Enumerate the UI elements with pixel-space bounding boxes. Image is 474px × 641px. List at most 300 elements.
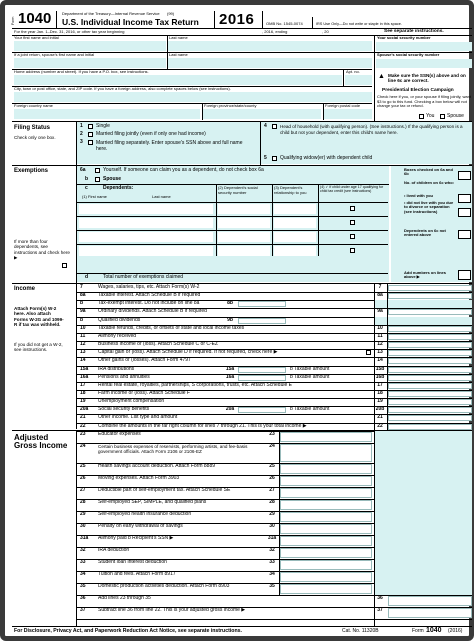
income-main-line-num: 16b [375, 373, 385, 380]
income-sub-amount-field[interactable] [238, 367, 286, 373]
income-line-18-row [12, 390, 472, 398]
agi-sub-line-num: 33 [269, 559, 275, 565]
agi-sub-line-num: 26 [269, 475, 275, 481]
filing-5-text: Qualifying widow(er) with dependent child [280, 155, 373, 161]
income-line-number: 21 [80, 414, 86, 421]
agi-line-32-row [12, 547, 472, 559]
last-name-label: Last name [169, 35, 188, 40]
dependent-ssn-field[interactable] [218, 246, 270, 256]
filing-status-note: Check only one box. [14, 135, 56, 140]
agi-main-shade [374, 559, 472, 571]
dependent-row-line [77, 230, 388, 231]
agi-sub-amount-field[interactable] [280, 572, 372, 582]
agi-line-35-row [12, 583, 472, 595]
income-line-text: Tax-exempt interest. Do not include on line 8a [98, 300, 200, 307]
income-amount-col-rule [374, 283, 375, 430]
foreign-province-label: Foreign province/state/county [204, 103, 257, 108]
income-line-number: b [80, 300, 84, 307]
income-amount-field[interactable] [388, 334, 472, 340]
income-main-line-num: 18 [377, 389, 383, 396]
exemptions-note: If more than four dependents, see instructions and check here ▶ [14, 239, 70, 260]
ssn-label: Your social security number [377, 35, 431, 40]
income-line-text: Wages, salaries, tips, etc. Attach Form(s) W-2 [98, 284, 200, 290]
income-main-line-num: 12 [377, 341, 383, 348]
agi-sub-line-num: 32 [269, 547, 275, 553]
income-main-line-num: 15b [375, 365, 385, 372]
instructions-link[interactable]: See separate instructions. [384, 29, 444, 34]
agi-sub-amount-field[interactable] [280, 584, 372, 594]
income-amount-field[interactable] [388, 350, 472, 356]
home-address-field[interactable] [14, 75, 342, 85]
filing-1-text: Single [96, 123, 110, 129]
count-not-lived-box[interactable] [458, 208, 471, 217]
agi-main-shade [374, 475, 472, 487]
total-exemptions-box[interactable] [458, 270, 471, 280]
income-heading: Income [14, 286, 36, 292]
first-name-label: Your first name and initial [14, 35, 59, 40]
income-line-number: 9a [80, 308, 86, 315]
income-amount-field[interactable] [388, 407, 472, 413]
agi-line-text: Domestic production activities deduction. Attach Form 8903 [98, 583, 230, 589]
dependent-relationship-field[interactable] [274, 246, 316, 256]
agi-line-text: Tuition and fees. Attach Form 8917 [98, 571, 176, 577]
agi-line-27-row [12, 487, 472, 499]
period-text: For the year Jan. 1–Dec. 31, 2016, or other tax year beginning [14, 29, 125, 34]
agi-line-text: Subtract line 36 from line 22. This is your adjusted gross income ▶ [98, 607, 246, 613]
ssn-check-text: Make sure the SSN(s) above and on line 6c are correct. [388, 73, 466, 84]
income-line-text: Taxable refunds, credits, or offsets of state and local income taxes [98, 324, 245, 331]
foreign-country-field[interactable] [14, 109, 200, 119]
campaign-text: Check here if you, or your spouse if filing jointly, want $3 to go to this fund. Checking a box below will not change your tax or refund. [377, 94, 471, 109]
income-line-9a-row [12, 308, 472, 316]
income-line-number: b [80, 316, 84, 323]
more-dependents-checkbox[interactable] [62, 263, 67, 268]
agi-line-29-row [12, 511, 472, 523]
agi-main-shade [374, 463, 472, 475]
agi-sub-line-num: 30 [269, 523, 275, 529]
income-line-text: Qualified dividends [98, 316, 141, 323]
income-line-10-row [12, 325, 472, 333]
agi-main-shade [374, 511, 472, 523]
count-6ab-box[interactable] [458, 171, 471, 180]
agi-sub-amount-field[interactable] [280, 512, 372, 522]
agi-line-text: Self-employed SEP, SIMPLE, and qualified plans [98, 499, 207, 505]
agi-line-number: 28 [80, 499, 86, 505]
dependent-name-field[interactable] [79, 218, 213, 228]
income-line-number: 19 [80, 398, 86, 405]
income-line-14-row [12, 357, 472, 365]
income-amount-field[interactable] [388, 326, 472, 332]
spouse-last-label: Last name [169, 52, 188, 57]
agi-line-text: Penalty on early withdrawal of savings [98, 523, 183, 529]
city-field[interactable] [14, 92, 372, 102]
income-line-16a-row [12, 374, 472, 382]
income-amount-field[interactable] [388, 415, 472, 421]
agi-line-text: IRA deduction [98, 547, 130, 553]
irs-use-note: IRS Use Only—Do not write or staple in this space. [316, 22, 402, 26]
spouse-checkbox[interactable] [95, 177, 100, 182]
income-line-11-row [12, 333, 472, 341]
agi-line-text: Student loan interest deduction [98, 559, 167, 565]
line-6c-num: c [85, 185, 88, 191]
agi-line-text: Educator expenses [98, 431, 141, 437]
count-other-deps-box[interactable] [458, 230, 471, 239]
income-line-number: 11 [80, 332, 86, 339]
agi-main-shade [374, 523, 472, 535]
income-line-number: 15a [80, 365, 89, 372]
filing-single-checkbox[interactable] [88, 124, 93, 129]
income-main-shade [374, 300, 472, 308]
department: Department of the Treasury—Internal Revenue Service [62, 11, 160, 16]
agi-sub-line-num: 35 [269, 583, 275, 589]
agi-line-number: 34 [80, 571, 86, 577]
agi-amount-field[interactable] [388, 608, 472, 618]
income-main-line-num: 7 [378, 284, 382, 290]
spouse-ssn-label: Spouse's social security number [377, 52, 440, 57]
agi-sub-amount-field[interactable] [280, 560, 372, 570]
income-sub-amount-field[interactable] [238, 375, 286, 381]
agi-sub-line-num: 27 [269, 487, 275, 493]
agi-sub-amount-field[interactable] [280, 500, 372, 510]
period-end: , 20 [322, 29, 329, 34]
foreign-postal-field[interactable] [324, 109, 372, 119]
income-main-line-num: 9a [377, 308, 383, 315]
agi-line-number: 29 [80, 511, 86, 517]
income-line-number: 13 [80, 349, 86, 356]
apt-field[interactable] [345, 75, 372, 85]
dependents-label: Dependents: [103, 185, 134, 191]
exempt-right-6: Add numbers on lines above ▶ [404, 270, 447, 280]
income-main-line-num: 14 [377, 357, 383, 364]
agi-line-number: 23 [80, 431, 86, 437]
agi-line-number: 27 [80, 487, 86, 493]
income-amount-field[interactable] [388, 399, 472, 405]
income-amount-field[interactable] [388, 424, 472, 430]
income-line-7-row [12, 284, 472, 292]
agi-sub-line-num: 28 [269, 499, 275, 505]
filing-widow-checkbox[interactable] [272, 156, 277, 161]
agi-row-rule [77, 619, 472, 620]
dependent-credit-checkbox[interactable] [350, 206, 355, 211]
tax-year: 2016 [219, 11, 255, 28]
foreign-country-label: Foreign country name [14, 103, 53, 108]
line-6a-num: 6a [80, 167, 86, 173]
agi-line-text: Deductible part of self-employment tax. Attach Schedule SE [98, 487, 231, 493]
agi-line-number: 31a [80, 535, 89, 541]
form-number: 1040 [18, 10, 52, 27]
exempt-right-5: Dependents on 6c not entered above [404, 228, 446, 238]
income-sub-amount-field[interactable] [238, 301, 286, 307]
agi-line-number: 24 [80, 443, 86, 449]
campaign-you-label: You [426, 113, 435, 119]
income-line-text: IRA distributions [98, 365, 135, 372]
agi-sub-col-rule [279, 430, 280, 595]
agi-amount-col-rule [374, 430, 375, 626]
income-line-b-row [12, 317, 472, 325]
dependent-col1: (1) First name [82, 194, 107, 199]
agi-line-text: Alimony paid b Recipient's SSN ▶ [98, 535, 174, 541]
agi-line-text: Self-employed health insurance deduction [98, 511, 192, 517]
agi-sub-amount-field[interactable] [280, 432, 372, 442]
exempt-right-3: • lived with you [404, 193, 433, 198]
filing-separate-checkbox[interactable] [88, 140, 93, 145]
agi-line-number: 36 [80, 595, 86, 601]
campaign-spouse-label: Spouse [447, 113, 464, 119]
agi-heading: Adjusted Gross Income [14, 433, 68, 451]
spouse-last-field[interactable] [168, 58, 372, 68]
dependent-col2: (2) Dependent's social security number [218, 185, 258, 195]
home-address-label: Home address (number and street). If you have a P.O. box, see instructions. [14, 69, 149, 74]
income-line-text: Ordinary dividends. Attach Schedule B if required [98, 308, 207, 315]
dependent-relationship-field[interactable] [274, 232, 316, 242]
dependent-name-field[interactable] [79, 246, 213, 256]
income-amount-field[interactable] [388, 391, 472, 397]
apt-label: Apt. no. [346, 69, 360, 74]
city-label: City, town or post office, state, and ZIP code. If you have a foreign address, also complete spaces below (see instructions). [14, 86, 231, 91]
income-amount-field[interactable] [388, 383, 472, 389]
income-amount-field[interactable] [388, 375, 472, 381]
exempt-right-2: No. of children on 6c who: [404, 180, 454, 185]
income-main-line-num: 20b [375, 406, 385, 413]
agi-line-36-row [12, 595, 472, 607]
filing-joint-checkbox[interactable] [88, 132, 93, 137]
filing-2-num: 2 [80, 131, 83, 137]
line-6d-num: d [85, 274, 89, 280]
agi-line-text: Add lines 23 through 35 [98, 595, 151, 601]
footer-form-word: Form [412, 628, 424, 634]
agi-sub-amount-field[interactable] [280, 548, 372, 558]
agi-line-number: 26 [80, 475, 86, 481]
income-taxable-label: b Taxable amount [290, 365, 330, 372]
capital-gain-checkbox[interactable] [366, 350, 371, 355]
income-line-13-row [12, 349, 472, 357]
income-line-text: Farm income or (loss). Attach Schedule F [98, 389, 190, 396]
income-line-text: Unemployment compensation [98, 398, 165, 405]
exemptions-heading: Exemptions [14, 168, 49, 174]
income-line-number: 20a [80, 406, 89, 413]
exempt-right-4: • did not live with you due to divorce or separation (see instructions) [404, 200, 454, 214]
income-amount-field[interactable] [388, 367, 472, 373]
income-main-shade [374, 317, 472, 325]
footer-cat: Cat. No. 11320B [342, 628, 379, 634]
campaign-spouse-checkbox[interactable] [440, 114, 445, 119]
income-line-8a-row [12, 292, 472, 300]
agi-main-shade [374, 499, 472, 511]
income-amount-field[interactable] [388, 285, 472, 291]
income-line-number: 16a [80, 373, 89, 380]
agi-line-24-row [12, 443, 472, 463]
agi-sub-line-num: 23 [269, 431, 275, 437]
filing-3-text: Married filing separately. Enter spouse's SSN above and full name here. [96, 140, 243, 152]
agi-sub-amount-field[interactable] [280, 488, 372, 498]
agi-sub-amount-field[interactable] [280, 536, 372, 546]
income-line-17-row [12, 382, 472, 390]
foreign-province-field[interactable] [203, 109, 321, 119]
income-line-text: Taxable interest. Attach Schedule B if required [98, 292, 201, 299]
dependent-ssn-field[interactable] [218, 204, 270, 214]
dependent-row-line [77, 202, 388, 203]
filing-2-text: Married filing jointly (even if only one had income) [96, 131, 206, 137]
income-line-text: Rental real estate, royalties, partnerships, S corporations, trusts, etc. Attach Schedule E [98, 381, 292, 388]
income-sub-line-num: 20a [225, 406, 235, 413]
income-sub-amount-field[interactable] [238, 407, 286, 413]
income-sub-line-num: 8b [227, 300, 233, 307]
dependent-name-field[interactable] [79, 232, 213, 242]
agi-line-number: 32 [80, 547, 86, 553]
agi-sub-line-num: 29 [269, 511, 275, 517]
dependent-ssn-field[interactable] [218, 232, 270, 242]
first-name-field[interactable] [14, 41, 166, 51]
income-amount-field[interactable] [388, 293, 472, 299]
ssn-check-note [378, 73, 470, 84]
income-note-1: Attach Form(s) W-2 here. Also attach Forms W-2G and 1099-R if tax was withheld. [14, 306, 64, 327]
income-line-20a-row [12, 406, 472, 414]
form-title: U.S. Individual Income Tax Return [62, 17, 199, 27]
income-main-line-num: 8a [377, 292, 383, 299]
income-line-text: Other income. List type and amount [98, 414, 178, 421]
agi-line-number: 35 [80, 583, 86, 589]
income-note-2: If you did not get a W-2, see instructions. [14, 342, 63, 353]
dependent-row-line [77, 216, 388, 217]
agi-sub-amount-field[interactable] [280, 444, 372, 462]
dependent-credit-checkbox[interactable] [350, 248, 355, 253]
agi-main-shade [374, 431, 472, 443]
income-sub-line-num: 15a [225, 365, 235, 372]
spouse-first-label: If a joint return, spouse's first name and initial [14, 52, 95, 57]
income-sub-line-num: 9b [227, 316, 233, 323]
dependent-relationship-field[interactable] [274, 218, 316, 228]
income-line-number: 17 [80, 381, 86, 388]
dependent-col4: (4) ✓ if child under age 17 qualifying for child tax credit (see instructions) [320, 185, 384, 193]
agi-line-34-row [12, 571, 472, 583]
alert-icon: ▲ [378, 73, 385, 80]
agi-line-31a-row [12, 535, 472, 547]
dependent-credit-checkbox[interactable] [350, 234, 355, 239]
agi-line-text: Certain business expenses of reservists, performing artists, and fee-basis government officials. Attach Form 2106 or 2106-EZ [98, 444, 248, 455]
omb-number: OMB No. 1545-0074 [266, 21, 303, 26]
income-main-line-num: 17 [377, 381, 383, 388]
footer-notice: For Disclosure, Privacy Act, and Paperwork Reduction Act Notice, see separate instructions. [14, 628, 242, 634]
form-1040 [12, 11, 472, 640]
filing-status-heading: Filing Status [14, 125, 50, 131]
income-num-col-rule [387, 283, 388, 430]
code: (99) [167, 11, 175, 16]
filing-4-text: Head of household (with qualifying person). (See instructions.) If the qualifying person is a child but not your dependent, enter this child's name here. [280, 124, 463, 135]
income-amount-field[interactable] [388, 342, 472, 348]
footer-year: (2016) [448, 628, 463, 634]
agi-line-text: Moving expenses. Attach Form 3903 [98, 475, 180, 481]
line-6d-text: Total number of exemptions claimed [103, 274, 184, 280]
income-line-text: Capital gain or (loss). Attach Schedule D if required. If not required, check here ▶ [98, 349, 278, 356]
dependent-col3: (3) Dependent's relationship to you [274, 185, 307, 195]
income-line-number: 7 [80, 284, 83, 290]
agi-sub-line-num: 25 [269, 463, 275, 469]
income-sub-line-num: 16a [225, 373, 235, 380]
income-main-line-num: 22 [377, 422, 383, 429]
income-line-21-row [12, 414, 472, 422]
income-line-number: 12 [80, 341, 86, 348]
filing-4-num: 4 [264, 123, 267, 129]
line-6b-text: Spouse [103, 176, 122, 182]
spouse-first-field[interactable] [14, 58, 166, 68]
income-line-text: Business income or (loss). Attach Schedule C or C-EZ [98, 341, 219, 348]
dependent-row-line [77, 244, 388, 245]
agi-sub-amount-field[interactable] [280, 524, 372, 534]
agi-line-number: 33 [80, 559, 86, 565]
dependent-relationship-field[interactable] [274, 204, 316, 214]
income-line-b-row [12, 300, 472, 308]
ssn-field[interactable] [376, 42, 472, 51]
income-line-text: Alimony received [98, 332, 137, 339]
income-amount-field[interactable] [388, 309, 472, 315]
income-line-text: Combine the amounts in the far right column for lines 7 through 21. This is your total income ▶ [98, 422, 307, 429]
income-sub-amount-field[interactable] [238, 318, 286, 324]
agi-line-30-row [12, 523, 472, 535]
agi-line-25-row [12, 463, 472, 475]
agi-sub-amount-field[interactable] [280, 476, 372, 486]
income-line-number: 8a [80, 292, 86, 299]
agi-sub-line-num: 34 [269, 571, 275, 577]
agi-sub-line-num: 24 [269, 443, 275, 449]
income-line-12-row [12, 341, 472, 349]
dependent-credit-checkbox[interactable] [350, 220, 355, 225]
agi-line-text: Health savings account deduction. Attach Form 8889 [98, 463, 216, 469]
filing-hoh-checkbox[interactable] [272, 124, 277, 129]
last-name-field[interactable] [168, 41, 372, 51]
income-amount-field[interactable] [388, 358, 472, 364]
form-label: Form [11, 16, 15, 25]
income-main-line-num: 19 [377, 398, 383, 405]
footer-form-number: 1040 [426, 627, 442, 634]
agi-main-line-num: 36 [377, 595, 383, 601]
campaign-you-checkbox[interactable] [419, 114, 424, 119]
agi-line-28-row [12, 499, 472, 511]
income-line-number: 14 [80, 357, 86, 364]
foreign-postal-label: Foreign postal code [325, 103, 361, 108]
agi-line-number: 37 [80, 607, 86, 613]
agi-main-shade [374, 487, 472, 499]
income-line-text: Social security benefits [98, 406, 150, 413]
agi-line-number: 25 [80, 463, 86, 469]
income-line-number: 22 [80, 422, 86, 429]
exempt-right-1: Boxes checked on 6a and 6b [404, 167, 453, 177]
yourself-checkbox[interactable] [95, 168, 100, 173]
dependent-ssn-field[interactable] [218, 218, 270, 228]
filing-1-num: 1 [80, 123, 83, 129]
agi-sub-amount-field[interactable] [280, 464, 372, 474]
agi-amount-field[interactable] [388, 596, 472, 606]
line-6b-num: b [85, 176, 89, 182]
filing-5-num: 5 [264, 155, 267, 161]
income-main-line-num: 21 [377, 414, 383, 421]
income-main-line-num: 10 [377, 324, 383, 331]
income-line-19-row [12, 398, 472, 406]
agi-line-26-row [12, 475, 472, 487]
agi-main-shade [374, 571, 472, 583]
income-main-line-num: 11 [377, 332, 383, 339]
income-main-line-num: 13 [377, 349, 383, 356]
spouse-ssn-field[interactable] [376, 59, 472, 68]
line-6a-text: Yourself. If someone can claim you as a dependent, do not check box 6a [103, 167, 264, 173]
filing-3-num: 3 [80, 139, 83, 145]
agi-line-number: 30 [80, 523, 86, 529]
income-line-text: Other gains or (losses). Attach Form 4797 [98, 357, 191, 364]
dependent-col1b: Last name [152, 194, 171, 199]
count-lived-box[interactable] [458, 194, 471, 203]
dependent-name-field[interactable] [79, 204, 213, 214]
income-taxable-label: b Taxable amount [290, 373, 330, 380]
agi-sub-line-num: 31a [267, 535, 277, 541]
